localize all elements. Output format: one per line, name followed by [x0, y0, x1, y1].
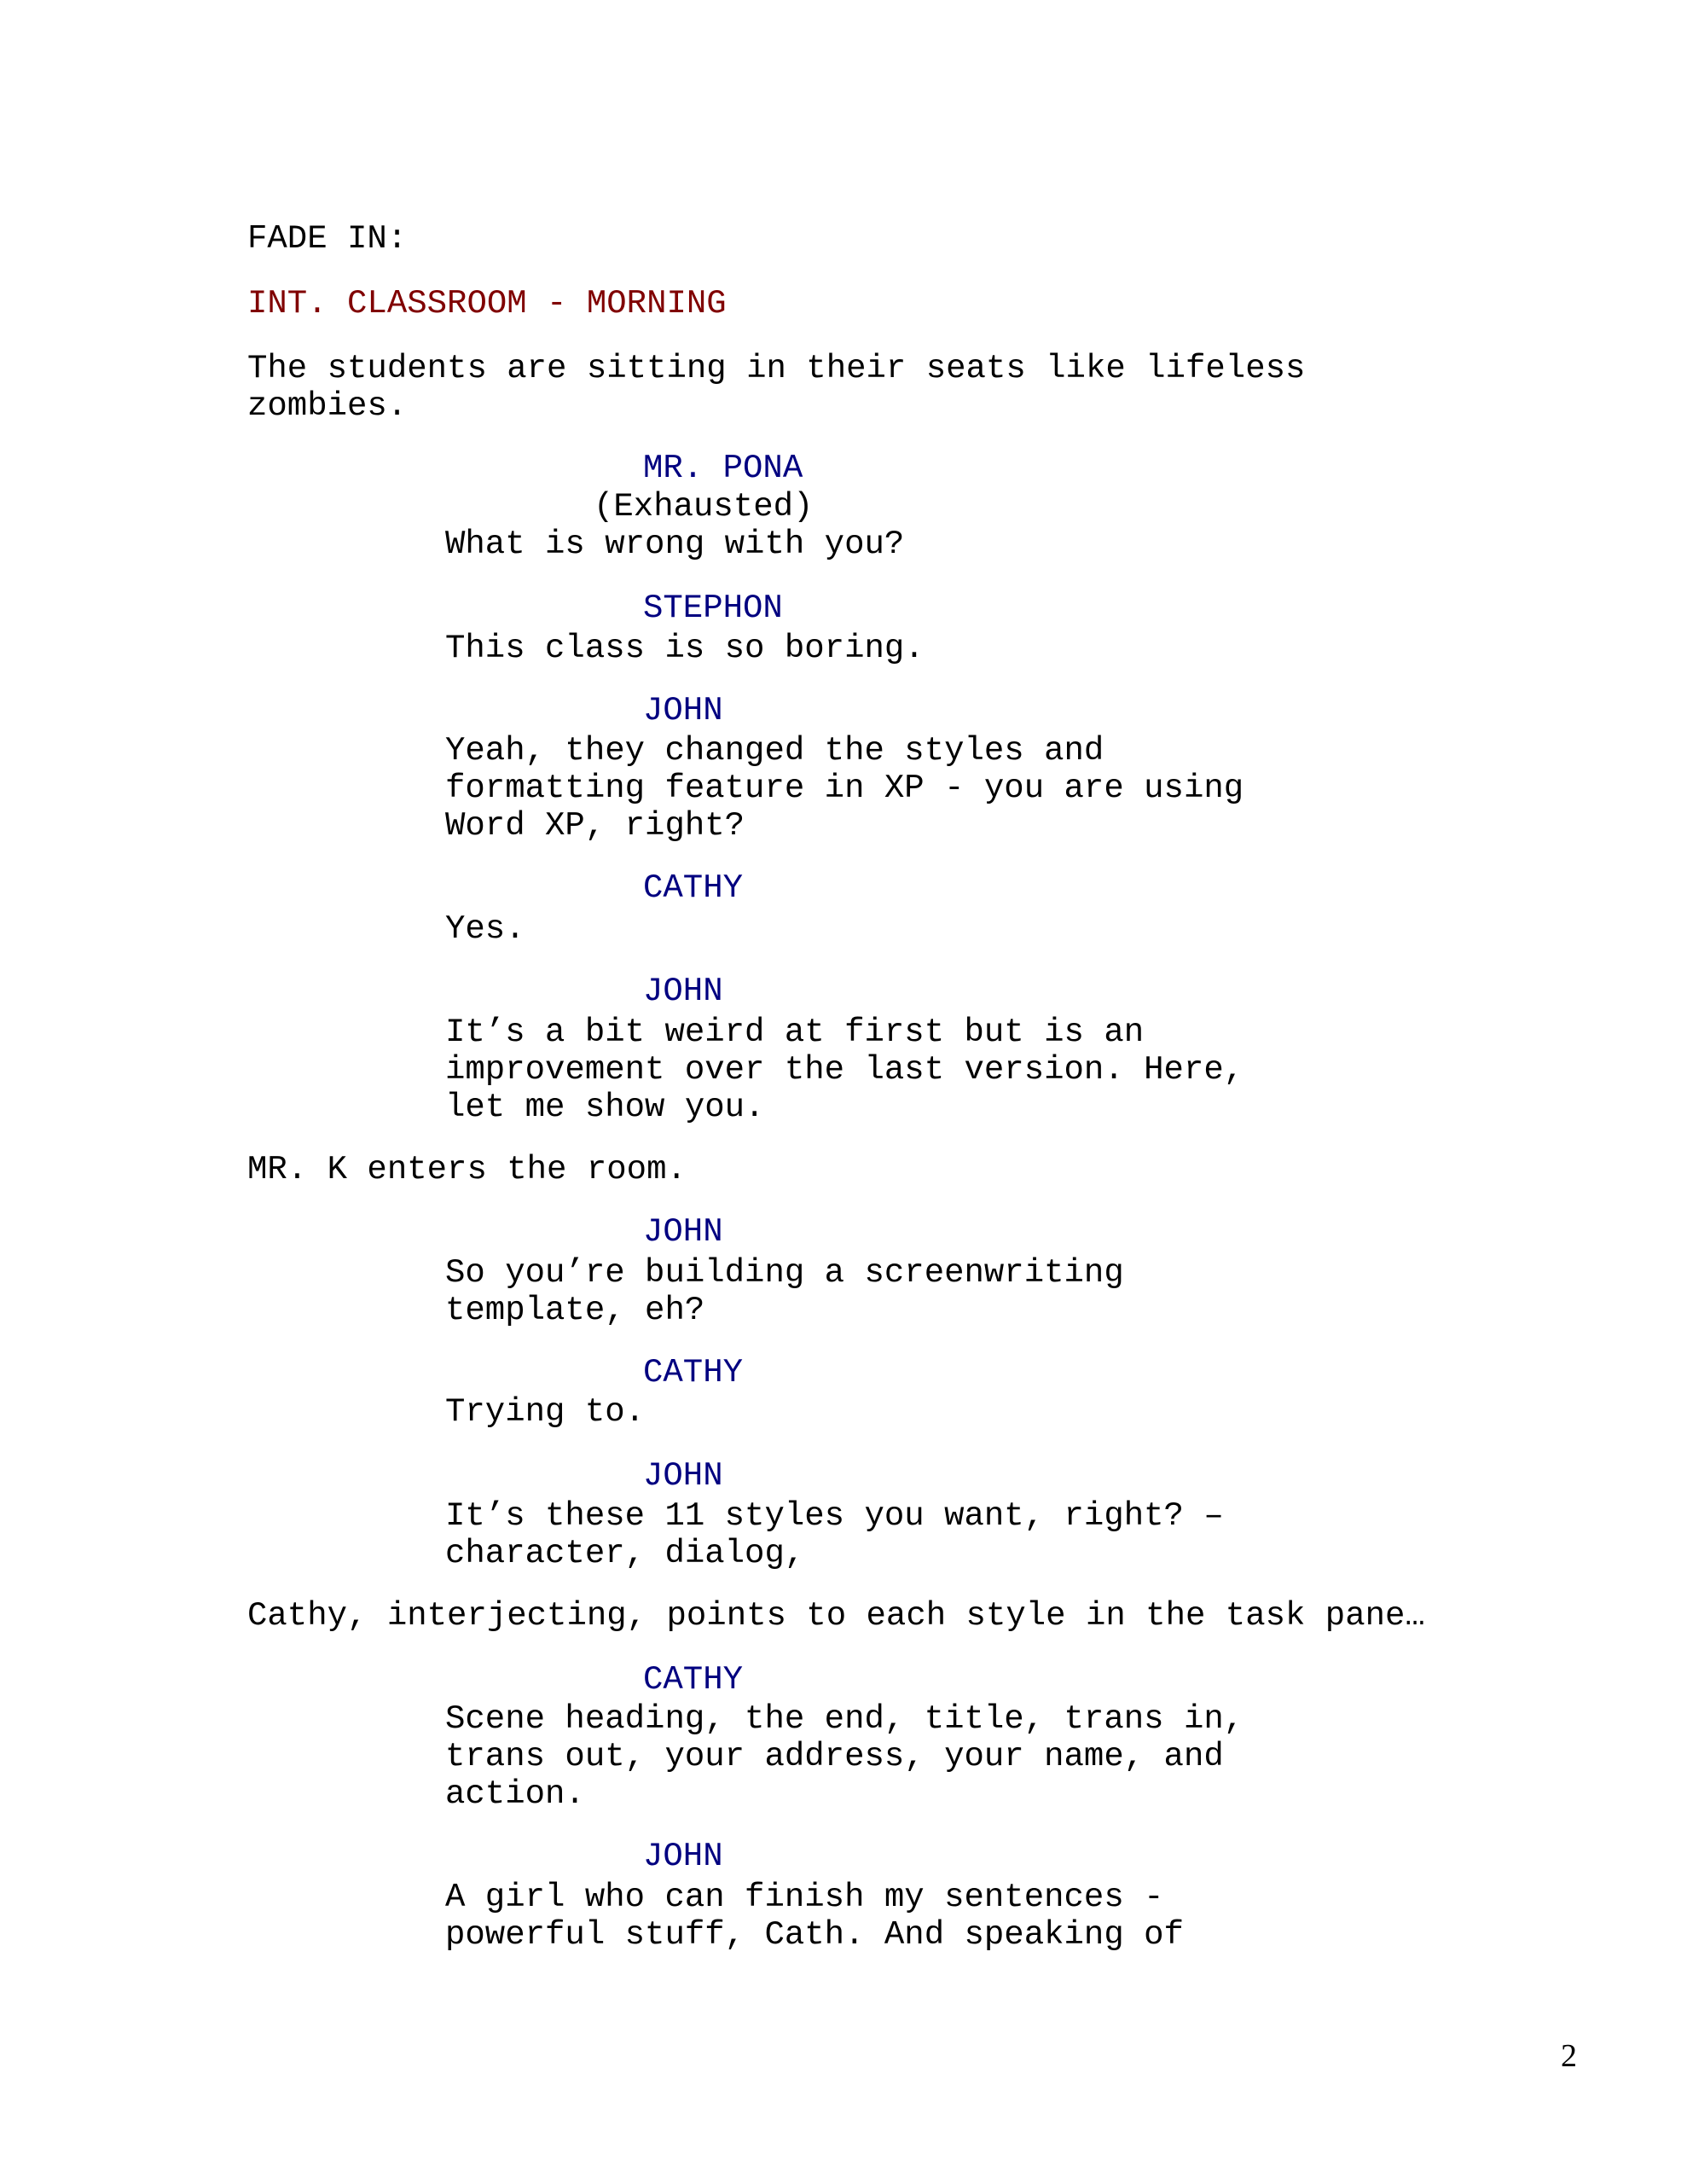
- action-line: The students are sitting in their seats like lifeless: [247, 350, 1306, 387]
- dialog-line: What is wrong with you?: [445, 526, 905, 563]
- dialog-line: Word XP, right?: [445, 807, 745, 845]
- character-name: CATHY: [643, 869, 744, 907]
- dialog-line: Yeah, they changed the styles and: [445, 732, 1104, 770]
- character-name: JOHN: [643, 973, 723, 1010]
- parenthetical: (Exhausted): [594, 488, 814, 526]
- transition-fade-in: FADE IN:: [247, 220, 408, 258]
- character-name: JOHN: [643, 1457, 723, 1495]
- dialog-line: It’s these 11 styles you want, right? –: [445, 1497, 1224, 1535]
- character-name: CATHY: [643, 1354, 744, 1391]
- action-line: zombies.: [247, 387, 408, 425]
- action-line: Cathy, interjecting, points to each style in the task pane…: [247, 1597, 1425, 1635]
- scene-heading: INT. CLASSROOM - MORNING: [247, 285, 727, 322]
- dialog-line: trans out, your address, your name, and: [445, 1738, 1224, 1775]
- character-name: CATHY: [643, 1661, 744, 1699]
- dialog-line: A girl who can finish my sentences -: [445, 1879, 1164, 1916]
- dialog-line: let me show you.: [445, 1089, 765, 1126]
- character-name: MR. PONA: [643, 450, 803, 487]
- dialog-line: action.: [445, 1775, 585, 1813]
- character-name: STEPHON: [643, 590, 783, 627]
- dialog-line: formatting feature in XP - you are using: [445, 770, 1244, 807]
- dialog-line: template, eh?: [445, 1292, 705, 1329]
- dialog-line: This class is so boring.: [445, 630, 925, 667]
- dialog-line: Trying to.: [445, 1393, 646, 1431]
- character-name: JOHN: [643, 1213, 723, 1251]
- dialog-line: So you’re building a screenwriting: [445, 1254, 1124, 1292]
- dialog-line: powerful stuff, Cath. And speaking of: [445, 1916, 1184, 1954]
- action-line: MR. K enters the room.: [247, 1151, 687, 1188]
- dialog-line: improvement over the last version. Here,: [445, 1051, 1244, 1089]
- page-number: 2: [1561, 2038, 1577, 2074]
- dialog-line: Scene heading, the end, title, trans in,: [445, 1700, 1244, 1738]
- character-name: JOHN: [643, 692, 723, 729]
- dialog-line: character, dialog,: [445, 1535, 805, 1572]
- dialog-line: Yes.: [445, 910, 525, 948]
- dialog-line: It’s a bit weird at first but is an: [445, 1014, 1145, 1051]
- character-name: JOHN: [643, 1838, 723, 1875]
